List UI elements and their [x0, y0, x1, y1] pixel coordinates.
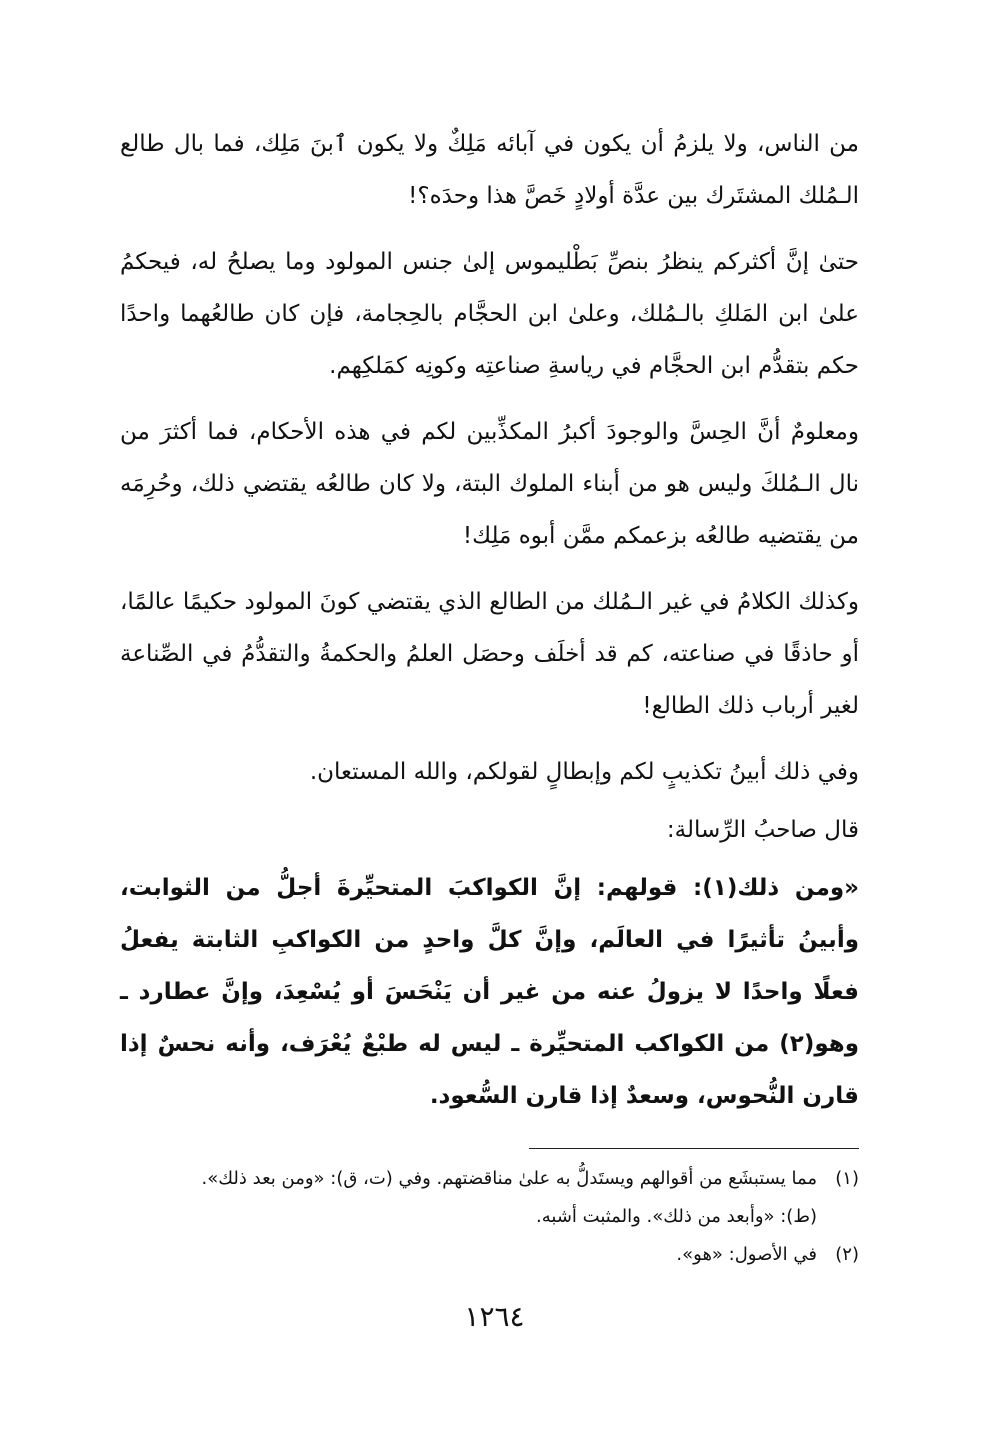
- page-number: ١٢٦٤: [464, 1300, 525, 1333]
- footnote-2-number: (٢): [835, 1244, 859, 1265]
- paragraph-3: ومعلومٌ أنَّ الحِسَّ والوجودَ أكبرُ المكذِّبين لكم في هذه الأحكام، فما أكثرَ من نال الـمُلكَ وليس هو من أبناء الملوك البتة، ولا كان طالعُه يقتضي ذلك، وحُرِمَه من يقتضيه طالعُه بزعمكم ممَّن أبوه مَلِك!: [120, 419, 859, 549]
- paragraph-4: وكذلك الكلامُ في غير الـمُلك من الطالع الذي يقتضي كونَ المولود حكيمًا عالمًا، أو حاذقًا في صناعته، كم قد أخلَف وحصَل العلمُ والحكمةُ والتقدُّمُ في الصِّناعة لغير أرباب ذلك الطالع!: [120, 589, 859, 719]
- footnote-1-continuation: (ط): «وأبعد من ذلك». والمثبت أشبه.: [536, 1206, 817, 1227]
- paragraph-2: حتىٰ إنَّ أكثركم ينظرُ بنصِّ بَطْليموس إلىٰ جنس المولود وما يصلحُ له، فيحكمُ علىٰ ابن المَلكِ بالـمُلك، وعلىٰ ابن الحجَّام بالحِجامة، فإن كان طالعُهما واحدًا حكم بتقدُّم ابن الحجَّام في رياسةِ صناعتِه وكونِه كمَلكِهم.: [120, 249, 859, 379]
- paragraph-5: وفي ذلك أبينُ تكذيبٍ لكم وإبطالٍ لقولكم، والله المستعان.: [309, 759, 859, 785]
- quoted-passage: «ومن ذلك(١): قولهم: إنَّ الكواكبَ المتحيِّرةَ أجلُّ من الثوابت، وأبينُ تأثيرًا في العالَم، وإنَّ كلَّ واحدٍ من الكواكبِ الثابتة يفعلُ فعلًا واحدًا لا يزولُ عنه من غير أن يَنْحَسَ أو يُسْعِدَ، وإنَّ عطارد ـ وهو(٢) من الكواكب المتحيِّرة ـ ليس له طبْعٌ يُعْرَف، وأنه نحسٌ إذا قارن النُّحوس، وسعدٌ إذا قارن السُّعود.: [120, 875, 859, 1109]
- paragraph-6: قال صاحبُ الرِّسالة:: [666, 817, 859, 843]
- main-text: [120, 118, 859, 1136]
- footnote-1-text: مما يستبشَع من أقوالهم ويستَدلُّ به علىٰ مناقضتهم. وفي (ت، ق): «ومن بعد ذلك».: [201, 1168, 817, 1189]
- footnote-divider: [529, 1148, 859, 1149]
- footnote-2-text: في الأصول: «هو».: [676, 1244, 817, 1265]
- footnote-2: [120, 1236, 859, 1274]
- footnotes: [120, 1160, 859, 1274]
- footnote-1: [120, 1160, 859, 1198]
- footnote-1-number: (١): [835, 1168, 859, 1189]
- paragraph-1: من الناس، ولا يلزمُ أن يكون في آبائه مَلِكٌ ولا يكون ٱبنَ مَلِك، فما بال طالع الـمُلك المشتَرك بين عدَّة أولادٍ خَصَّ هذا وحدَه؟!: [120, 131, 859, 209]
